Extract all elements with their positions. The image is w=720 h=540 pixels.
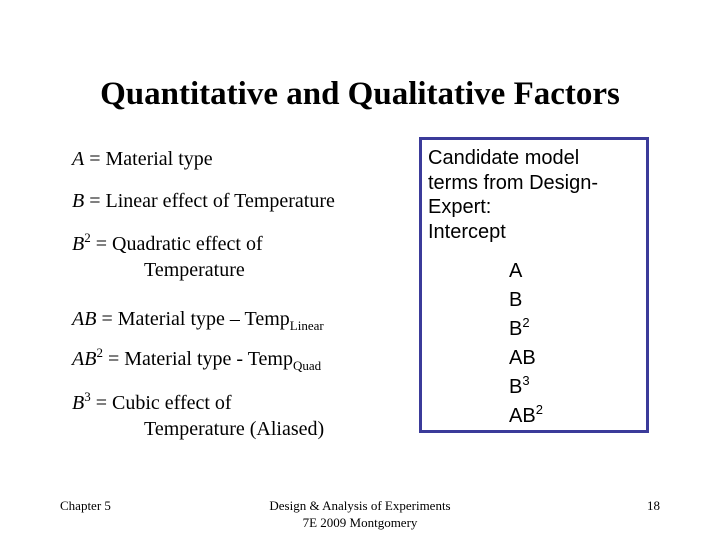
heading-line: Intercept — [428, 220, 506, 243]
term-exponent: 3 — [522, 373, 530, 388]
term-base: A — [509, 260, 523, 282]
candidate-term — [422, 373, 646, 402]
candidate-term — [422, 344, 646, 373]
candidate-term — [422, 402, 646, 431]
candidate-terms-box — [419, 137, 649, 433]
factor-symbol: AB — [72, 308, 97, 330]
factor-description: = Linear effect of Temperature — [84, 190, 335, 212]
factor-symbol: AB — [72, 348, 97, 370]
factor-a-definition — [72, 146, 213, 172]
candidate-term-list — [422, 257, 646, 431]
footer-book-title: Design & Analysis of Experiments — [269, 498, 451, 513]
footer-chapter: Chapter 5 — [60, 498, 111, 513]
heading-line: terms from Design- — [428, 171, 599, 194]
factor-symbol: B — [72, 190, 85, 212]
footer-book-info — [230, 497, 490, 531]
factor-description-continued: Temperature (Aliased) — [144, 418, 325, 440]
term-base: B — [509, 318, 523, 340]
term-base: B — [509, 289, 523, 311]
factor-description: = Cubic effect of — [90, 392, 232, 414]
candidate-term — [422, 257, 646, 286]
heading-line: Expert: — [428, 196, 492, 218]
factor-exponent: 3 — [84, 389, 91, 404]
factor-subscript: Linear — [289, 318, 324, 333]
factor-symbol: A — [72, 148, 85, 170]
factor-subscript: Quad — [292, 358, 322, 373]
page-number: 18 — [647, 498, 660, 513]
factor-b3-definition — [72, 390, 324, 442]
factor-symbol: B — [72, 233, 85, 255]
factor-description: = Material type — [84, 148, 213, 170]
factor-b-definition — [72, 188, 335, 214]
factor-b2-definition — [72, 231, 263, 283]
factor-description-continued: Temperature — [144, 259, 245, 281]
factor-ab2-definition — [72, 346, 321, 372]
term-base: AB — [509, 405, 536, 427]
factor-description: = Material type - Temp — [102, 348, 293, 370]
term-exponent: 2 — [535, 402, 543, 417]
factor-exponent: 2 — [84, 230, 91, 245]
term-base: AB — [509, 347, 536, 369]
factor-description: = Quadratic effect of — [90, 233, 263, 255]
candidate-term — [422, 286, 646, 315]
term-exponent: 2 — [522, 315, 530, 330]
factor-ab-definition — [72, 306, 324, 332]
candidate-terms-heading — [428, 146, 598, 244]
heading-line: Candidate model — [428, 147, 580, 169]
factor-exponent: 2 — [96, 345, 103, 360]
term-base: B — [509, 376, 523, 398]
footer-book-edition: 7E 2009 Montgomery — [302, 515, 418, 530]
slide-title: Quantitative and Qualitative Factors — [100, 76, 620, 112]
candidate-term — [422, 315, 646, 344]
factor-symbol: B — [72, 392, 85, 414]
factor-description: = Material type – Temp — [96, 308, 290, 330]
